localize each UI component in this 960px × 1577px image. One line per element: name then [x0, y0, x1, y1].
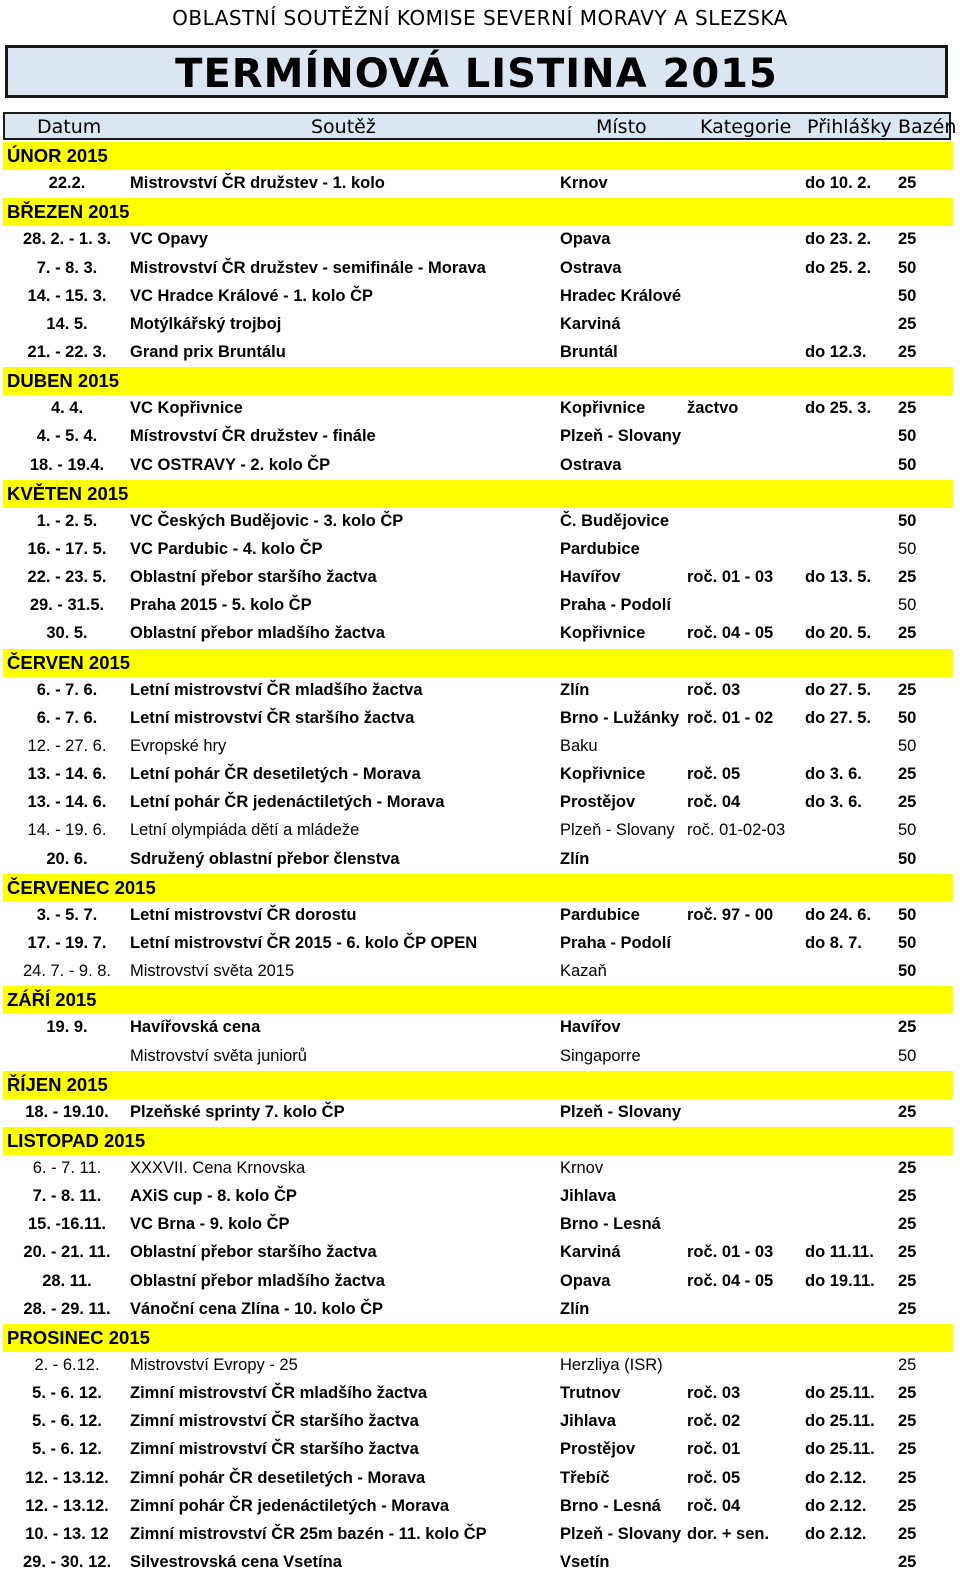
- place-cell: Pardubice: [560, 905, 640, 924]
- pool-cell: 25: [898, 1018, 917, 1037]
- date-cell: 2. - 6.12.: [34, 1356, 100, 1375]
- place-cell: Č. Budějovice: [560, 511, 670, 530]
- pool-cell: 25: [898, 314, 917, 333]
- pool-cell: 50: [898, 596, 917, 615]
- place-cell: Praha - Podolí: [560, 933, 671, 952]
- month-label: ZÁŘÍ 2015: [7, 989, 97, 1011]
- event-cell: Místrovství ČR družstev - finále: [130, 427, 376, 446]
- place-cell: Bruntál: [560, 342, 618, 361]
- table-row: [3, 846, 953, 874]
- registration-cell: do 2.12.: [805, 1468, 867, 1487]
- month-heading: [3, 1324, 953, 1352]
- date-cell: 10. - 13. 12: [25, 1524, 109, 1543]
- place-cell: Plzeň - Slovany: [560, 1524, 682, 1543]
- date-cell: 4. 4.: [50, 399, 84, 418]
- pool-cell: 25: [898, 680, 917, 699]
- table-row: [3, 1436, 953, 1464]
- pool-cell: 50: [898, 736, 917, 755]
- pool-cell: 25: [898, 1553, 917, 1572]
- month-label: ÚNOR 2015: [7, 145, 108, 166]
- registration-cell: do 2.12.: [805, 1524, 867, 1543]
- column-header-category: Kategorie: [700, 116, 792, 138]
- registration-cell: do 25.11.: [805, 1440, 875, 1459]
- event-cell: VC Hradce Králové - 1. kolo ČP: [130, 286, 373, 305]
- registration-cell: do 2.12.: [805, 1496, 867, 1515]
- pool-cell: 25: [898, 1440, 917, 1459]
- event-cell: Mistrovství světa 2015: [130, 962, 295, 981]
- table-row: [3, 930, 953, 958]
- pool-cell: 50: [898, 905, 917, 924]
- place-cell: Třebíč: [560, 1468, 610, 1487]
- registration-cell: do 25. 2.: [805, 258, 872, 277]
- table-row: [3, 311, 953, 339]
- pool-cell: 25: [898, 1215, 917, 1234]
- month-heading: [3, 367, 953, 395]
- event-cell: AXiS cup - 8. kolo ČP: [130, 1187, 297, 1206]
- event-cell: Zimní pohár ČR jedenáctiletých - Morava: [130, 1496, 450, 1515]
- date-cell: 30. 5.: [46, 624, 88, 643]
- month-label: ŘÍJEN 2015: [7, 1073, 108, 1095]
- pool-cell: 50: [898, 962, 917, 981]
- pool-cell: 25: [898, 1102, 917, 1121]
- place-cell: Havířov: [560, 1018, 621, 1037]
- event-cell: Mistrovství Evropy - 25: [130, 1356, 298, 1375]
- table-row: [3, 226, 953, 254]
- registration-cell: do 11.11.: [805, 1243, 874, 1262]
- category-cell: roč. 01 - 02: [687, 708, 774, 727]
- table-row: [3, 1521, 953, 1549]
- event-cell: Oblastní přebor mladšího žactva: [130, 624, 385, 643]
- pool-cell: 50: [898, 258, 917, 277]
- table-row: [3, 170, 953, 198]
- table-row: [3, 789, 953, 817]
- category-cell: roč. 01 - 03: [687, 568, 774, 587]
- place-cell: Plzeň - Slovany: [560, 1102, 682, 1121]
- registration-cell: do 27. 5.: [805, 708, 872, 727]
- place-cell: Herzliya (ISR): [560, 1356, 663, 1375]
- table-row: [3, 1183, 953, 1211]
- category-cell: roč. 97 - 00: [687, 905, 774, 924]
- pool-cell: 25: [898, 793, 917, 812]
- date-cell: 15. -16.11.: [28, 1215, 106, 1234]
- table-row: [3, 620, 953, 648]
- category-cell: roč. 01 - 03: [687, 1243, 774, 1262]
- date-cell: 4. - 5. 4.: [36, 427, 98, 446]
- month-heading: [3, 198, 953, 226]
- table-row: [3, 564, 953, 592]
- pool-cell: 50: [898, 511, 917, 530]
- registration-cell: do 23. 2.: [805, 230, 872, 249]
- event-cell: Letní pohár ČR jedenáctiletých - Morava: [130, 793, 445, 812]
- category-cell: roč. 02: [687, 1412, 741, 1431]
- place-cell: Jihlava: [560, 1187, 616, 1206]
- category-cell: roč. 04: [687, 1496, 741, 1515]
- table-row: [3, 958, 953, 986]
- organization-heading: OBLASTNÍ SOUTĚŽNÍ KOMISE SEVERNÍ MORAVY A SLEZSKA: [172, 6, 788, 30]
- place-cell: Krnov: [560, 174, 608, 193]
- page-title: TERMÍNOVÁ LISTINA 2015: [5, 45, 948, 98]
- table-header: [3, 112, 957, 140]
- date-cell: 20. - 21. 11.: [23, 1243, 111, 1262]
- table-row: [3, 1043, 953, 1071]
- event-cell: Oblastní přebor mladšího žactva: [130, 1271, 385, 1290]
- event-cell: VC Českých Budějovic - 3. kolo ČP: [130, 511, 404, 530]
- date-cell: 6. - 7. 11.: [32, 1159, 102, 1178]
- pool-cell: 25: [898, 1412, 917, 1431]
- table-row: [3, 1380, 953, 1408]
- date-cell: 22.2.: [48, 174, 86, 193]
- place-cell: Prostějov: [560, 793, 636, 812]
- registration-cell: do 8. 7.: [805, 933, 862, 952]
- pool-cell: 50: [898, 427, 917, 446]
- pool-cell: 25: [898, 1356, 917, 1375]
- table-row: [3, 1099, 953, 1127]
- month-heading: [3, 1071, 953, 1099]
- event-cell: Zimní pohár ČR desetiletých - Morava: [130, 1468, 426, 1487]
- date-cell: 16. - 17. 5.: [27, 539, 107, 558]
- place-cell: Zlín: [560, 680, 590, 699]
- table-row: [3, 705, 953, 733]
- category-cell: roč. 03: [687, 1384, 741, 1403]
- event-cell: Grand prix Bruntálu: [130, 342, 286, 361]
- registration-cell: do 27. 5.: [805, 680, 872, 699]
- date-cell: 5. - 6. 12.: [32, 1384, 102, 1403]
- table-row: [3, 452, 953, 480]
- month-heading: [3, 1127, 953, 1155]
- place-cell: Karviná: [560, 314, 621, 333]
- event-cell: Vánoční cena Zlína - 10. kolo ČP: [130, 1299, 384, 1318]
- date-cell: 13. - 14. 6.: [27, 765, 107, 784]
- event-cell: VC Kopřivnice: [130, 399, 243, 418]
- table-row: [3, 1352, 953, 1380]
- table-row: [3, 508, 953, 536]
- place-cell: Havířov: [560, 568, 621, 587]
- table-row: [3, 536, 953, 564]
- event-cell: Zimní mistrovství ČR staršího žactva: [130, 1412, 419, 1431]
- registration-cell: do 3. 6.: [805, 793, 862, 812]
- column-header-event: Soutěž: [311, 116, 376, 138]
- date-cell: 3. - 5. 7.: [36, 905, 98, 924]
- event-cell: VC Opavy: [130, 230, 208, 249]
- event-cell: XXXVII. Cena Krnovska: [130, 1159, 306, 1178]
- month-label: ČERVEN 2015: [7, 651, 131, 673]
- category-cell: roč. 01-02-03: [687, 821, 786, 840]
- month-heading: [3, 480, 953, 508]
- category-cell: roč. 04: [687, 793, 741, 812]
- event-cell: Letní olympiáda dětí a mládeže: [130, 821, 360, 840]
- month-label: BŘEZEN 2015: [7, 201, 130, 223]
- event-cell: Mistrovství ČR družstev - 1. kolo: [130, 174, 385, 193]
- place-cell: Brno - Lesná: [560, 1215, 661, 1234]
- table-row: [3, 733, 953, 761]
- place-cell: Opava: [560, 230, 611, 249]
- event-cell: Letní mistrovství ČR dorostu: [130, 905, 357, 924]
- pool-cell: 25: [898, 1187, 917, 1206]
- table-row: [3, 1408, 953, 1436]
- pool-cell: 25: [898, 1384, 917, 1403]
- month-heading: [3, 874, 953, 902]
- registration-cell: do 12.3.: [805, 342, 867, 361]
- pool-cell: 25: [898, 624, 917, 643]
- date-cell: 22. - 23. 5.: [27, 568, 107, 587]
- table-row: [3, 283, 953, 311]
- category-cell: dor. + sen.: [687, 1524, 770, 1543]
- category-cell: roč. 04 - 05: [687, 1271, 774, 1290]
- table-row: [3, 1549, 953, 1577]
- category-cell: roč. 05: [687, 765, 741, 784]
- date-cell: 12. - 13.12.: [25, 1468, 109, 1487]
- date-cell: 13. - 14. 6.: [27, 793, 107, 812]
- pool-cell: 25: [898, 1159, 917, 1178]
- month-label: PROSINEC 2015: [7, 1326, 150, 1348]
- event-cell: Sdružený oblastní přebor členstva: [130, 849, 400, 868]
- date-cell: 6. - 7. 6.: [36, 708, 98, 727]
- place-cell: Kopřivnice: [560, 399, 646, 418]
- date-cell: 18. - 19.4.: [29, 455, 105, 474]
- event-cell: Zimní mistrovství ČR mladšího žactva: [130, 1384, 428, 1403]
- pool-cell: 25: [898, 1468, 917, 1487]
- place-cell: Zlín: [560, 849, 590, 868]
- pool-cell: 50: [898, 849, 917, 868]
- pool-cell: 25: [898, 1496, 917, 1515]
- pool-cell: 50: [898, 933, 917, 952]
- pool-cell: 25: [898, 1271, 917, 1290]
- pool-cell: 25: [898, 1524, 917, 1543]
- pool-cell: 25: [898, 174, 917, 193]
- event-cell: Zimní mistrovství ČR 25m bazén - 11. kolo ČP: [130, 1524, 487, 1543]
- registration-cell: do 10. 2.: [805, 174, 872, 193]
- registration-cell: do 25.11.: [805, 1384, 875, 1403]
- event-cell: Motýlkářský trojboj: [130, 314, 282, 333]
- pool-cell: 50: [898, 708, 917, 727]
- registration-cell: do 24. 6.: [805, 905, 872, 924]
- event-cell: Praha 2015 - 5. kolo ČP: [130, 596, 312, 615]
- registration-cell: do 20. 5.: [805, 624, 872, 643]
- date-cell: 1. - 2. 5.: [36, 511, 98, 530]
- month-label: DUBEN 2015: [7, 370, 120, 392]
- event-cell: Plzeňské sprinty 7. kolo ČP: [130, 1102, 345, 1121]
- pool-cell: 25: [898, 765, 917, 784]
- event-cell: Oblastní přebor staršího žactva: [130, 1243, 377, 1262]
- place-cell: Jihlava: [560, 1412, 616, 1431]
- table-row: [3, 255, 953, 283]
- place-cell: Kazaň: [560, 962, 607, 981]
- column-header-place: Místo: [596, 116, 647, 138]
- event-cell: VC OSTRAVY - 2. kolo ČP: [130, 455, 331, 474]
- table-row: [3, 592, 953, 620]
- table-row: [3, 1296, 953, 1324]
- date-cell: 21. - 22. 3.: [27, 342, 107, 361]
- event-cell: Letní mistrovství ČR 2015 - 6. kolo ČP OPEN: [130, 933, 478, 952]
- month-heading: [3, 649, 953, 677]
- pool-cell: 50: [898, 539, 917, 558]
- date-cell: 29. - 31.5.: [29, 596, 105, 615]
- table-row: [3, 395, 953, 423]
- table-row: [3, 1268, 953, 1296]
- table-row: [3, 1211, 953, 1239]
- event-cell: Mistrovství světa juniorů: [130, 1046, 307, 1065]
- registration-cell: do 25.11.: [805, 1412, 875, 1431]
- event-cell: Letní mistrovství ČR staršího žactva: [130, 708, 415, 727]
- date-cell: 12. - 13.12.: [25, 1496, 109, 1515]
- place-cell: Opava: [560, 1271, 611, 1290]
- place-cell: Brno - Lesná: [560, 1496, 661, 1515]
- pool-cell: 50: [898, 455, 917, 474]
- table-row: [3, 1239, 953, 1267]
- event-cell: Letní mistrovství ČR mladšího žactva: [130, 680, 423, 699]
- category-cell: roč. 05: [687, 1468, 741, 1487]
- date-cell: 18. - 19.10.: [25, 1102, 109, 1121]
- date-cell: 19. 9.: [46, 1018, 88, 1037]
- table-row: [3, 1014, 953, 1042]
- date-cell: 5. - 6. 12.: [32, 1412, 102, 1431]
- table-row: [3, 761, 953, 789]
- pool-cell: 25: [898, 1299, 917, 1318]
- place-cell: Trutnov: [560, 1384, 621, 1403]
- column-header-registration: Přihlášky: [807, 116, 892, 138]
- date-cell: 17. - 19. 7.: [27, 933, 107, 952]
- place-cell: Plzeň - Slovany: [560, 427, 682, 446]
- pool-cell: 50: [898, 1046, 917, 1065]
- registration-cell: do 3. 6.: [805, 765, 862, 784]
- date-cell: 5. - 6. 12.: [32, 1440, 102, 1459]
- month-heading: [3, 986, 953, 1014]
- place-cell: Kopřivnice: [560, 624, 646, 643]
- table-row: [3, 423, 953, 451]
- date-cell: 6. - 7. 6.: [36, 680, 98, 699]
- date-cell: 14. - 15. 3.: [27, 286, 107, 305]
- event-cell: Evropské hry: [130, 736, 227, 755]
- place-cell: Baku: [560, 736, 598, 755]
- place-cell: Prostějov: [560, 1440, 636, 1459]
- date-cell: 24. 7. - 9. 8.: [22, 962, 112, 981]
- month-label: ČERVENEC 2015: [7, 876, 156, 898]
- table-row: [3, 1493, 953, 1521]
- place-cell: Vsetín: [560, 1553, 610, 1572]
- place-cell: Hradec Králové: [560, 286, 682, 305]
- table-row: [3, 902, 953, 930]
- date-cell: 28. 11.: [42, 1271, 92, 1290]
- table-row: [3, 1155, 953, 1183]
- event-cell: VC Pardubic - 4. kolo ČP: [130, 539, 323, 558]
- date-cell: 7. - 8. 11.: [32, 1187, 102, 1206]
- event-cell: Mistrovství ČR družstev - semifinále - Morava: [130, 258, 486, 277]
- pool-cell: 50: [898, 821, 917, 840]
- table-row: [3, 339, 953, 367]
- pool-cell: 25: [898, 342, 917, 361]
- schedule-table: [3, 142, 953, 1577]
- pool-cell: 25: [898, 399, 917, 418]
- event-cell: Havířovská cena: [130, 1018, 261, 1037]
- month-heading: [3, 142, 953, 170]
- column-header-pool: Bazén: [898, 116, 957, 138]
- place-cell: Zlín: [560, 1299, 590, 1318]
- table-row: [3, 677, 953, 705]
- place-cell: Brno - Lužánky: [560, 708, 680, 727]
- place-cell: Kopřivnice: [560, 765, 646, 784]
- category-cell: roč. 04 - 05: [687, 624, 774, 643]
- event-cell: Silvestrovská cena Vsetína: [130, 1553, 342, 1572]
- place-cell: Pardubice: [560, 539, 640, 558]
- category-cell: roč. 01: [687, 1440, 741, 1459]
- event-cell: Letní pohár ČR desetiletých - Morava: [130, 765, 421, 784]
- pool-cell: 25: [898, 568, 917, 587]
- place-cell: Praha - Podolí: [560, 596, 671, 615]
- event-cell: Oblastní přebor staršího žactva: [130, 568, 377, 587]
- place-cell: Singaporre: [560, 1046, 641, 1065]
- pool-cell: 25: [898, 230, 917, 249]
- place-cell: Ostrava: [560, 455, 622, 474]
- date-cell: 7. - 8. 3.: [36, 258, 98, 277]
- category-cell: žactvo: [687, 399, 739, 418]
- place-cell: Plzeň - Slovany: [560, 821, 675, 840]
- date-cell: 29. - 30. 12.: [22, 1553, 112, 1572]
- month-label: KVĚTEN 2015: [7, 482, 129, 504]
- category-cell: roč. 03: [687, 680, 741, 699]
- event-cell: VC Brna - 9. kolo ČP: [130, 1215, 290, 1234]
- date-cell: 14. - 19. 6.: [27, 821, 107, 840]
- event-cell: Zimní mistrovství ČR staršího žactva: [130, 1440, 419, 1459]
- date-cell: 28. 2. - 1. 3.: [22, 230, 112, 249]
- place-cell: Krnov: [560, 1159, 604, 1178]
- month-label: LISTOPAD 2015: [7, 1129, 146, 1151]
- registration-cell: do 25. 3.: [805, 399, 872, 418]
- registration-cell: do 13. 5.: [805, 568, 872, 587]
- date-cell: 28. - 29. 11.: [23, 1299, 111, 1318]
- registration-cell: do 19.11.: [805, 1271, 875, 1290]
- date-cell: 12. - 27. 6.: [27, 736, 107, 755]
- place-cell: Ostrava: [560, 258, 622, 277]
- pool-cell: 50: [898, 286, 917, 305]
- table-row: [3, 1465, 953, 1493]
- pool-cell: 25: [898, 1243, 917, 1262]
- column-header-date: Datum: [37, 116, 102, 138]
- place-cell: Karviná: [560, 1243, 621, 1262]
- table-row: [3, 817, 953, 845]
- date-cell: 20. 6.: [46, 849, 88, 868]
- date-cell: 14. 5.: [46, 314, 88, 333]
